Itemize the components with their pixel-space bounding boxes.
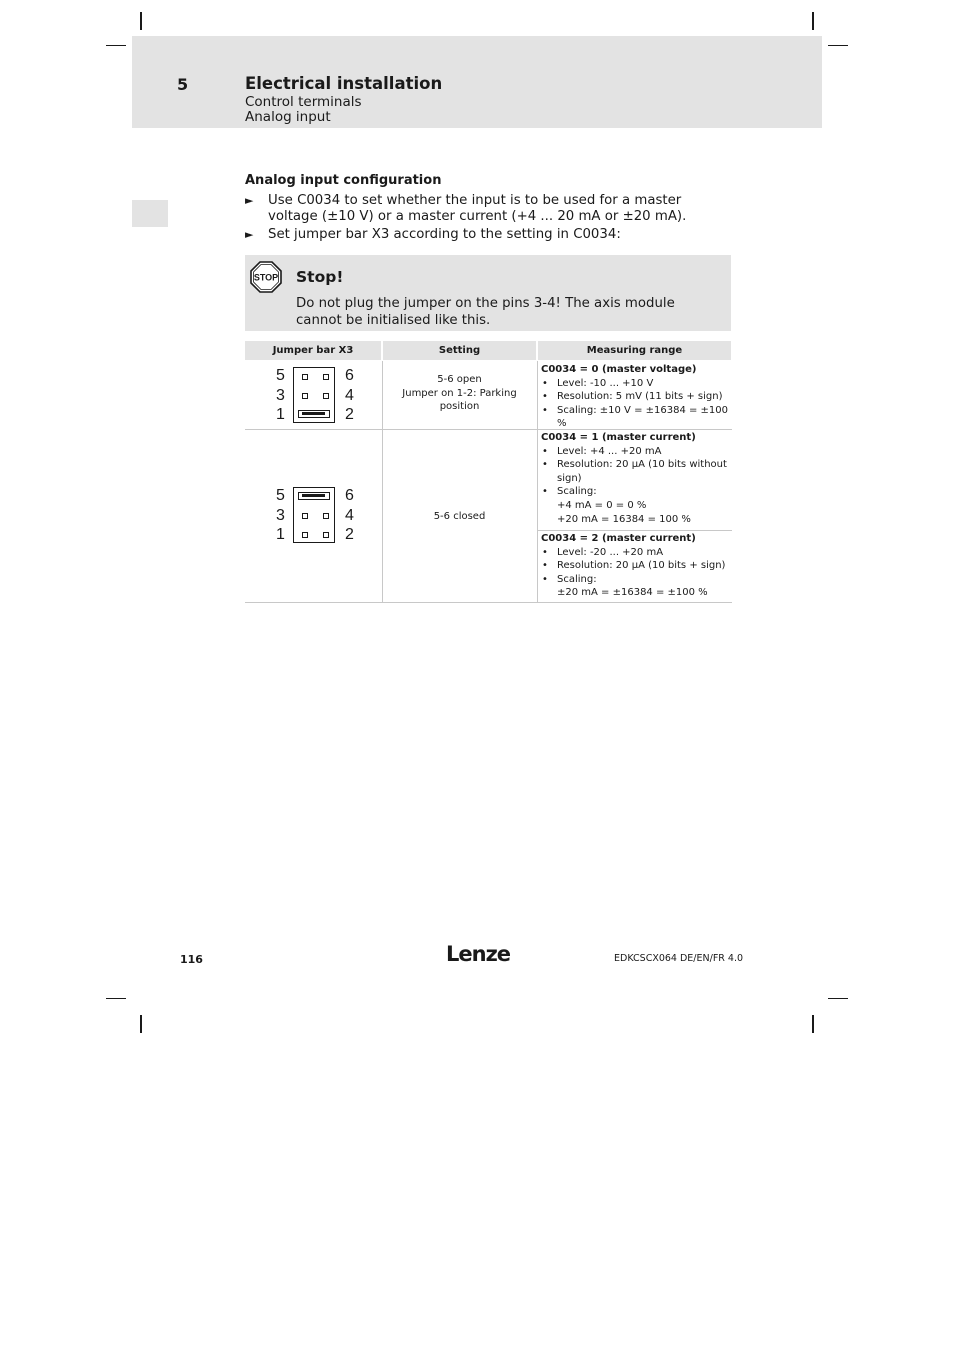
range-item: • Scaling: ±10 V = ±16384 = ±100 % — [541, 404, 731, 431]
stop-title: Stop! — [296, 268, 344, 286]
range-master-voltage — [541, 363, 731, 431]
setting-closed-cell: 5-6 closed — [433, 511, 486, 522]
header-band — [132, 36, 822, 128]
crop-mark — [106, 998, 126, 999]
subtitle-control-terminals: Control terminals — [245, 94, 362, 110]
crop-mark — [828, 998, 848, 999]
chapter-number: 5 — [177, 75, 189, 94]
pin-label: 3 — [276, 387, 285, 404]
pin-icon — [323, 532, 329, 538]
range-item-continuation: +20 mA = 16384 = 100 % — [557, 513, 691, 525]
range-item-continuation: ±20 mA = ±16384 = ±100 % — [557, 587, 708, 599]
arrow-bullet-icon: ► — [245, 228, 254, 241]
table-header-setting: Setting — [383, 341, 536, 360]
page-number: 116 — [180, 953, 203, 966]
pin-label: 4 — [345, 387, 354, 404]
pin-icon — [302, 374, 308, 380]
range-item-continuation: sign) — [557, 472, 582, 484]
pin-label: 6 — [345, 487, 354, 504]
jumper-icon — [298, 492, 330, 500]
range-heading: C0034 = 1 (master current) — [541, 432, 696, 443]
pin-label: 5 — [276, 367, 285, 384]
document-code: EDKCSCX064 DE/EN/FR 4.0 — [614, 953, 744, 964]
jumper-icon — [298, 410, 330, 418]
pin-label: 1 — [276, 406, 285, 423]
arrow-bullet-icon: ► — [245, 194, 254, 207]
bullet-text: Set jumper bar X3 according to the setting in C0034: — [268, 227, 621, 242]
range-item: • Level: +4 ... +20 mA — [541, 445, 731, 459]
crop-mark — [812, 1015, 814, 1033]
stop-text: Do not plug the jumper on the pins 3-4! The axis module cannot be initialised like this. — [296, 296, 675, 328]
lenze-logo: Lenze — [446, 942, 511, 966]
pin-icon — [323, 374, 329, 380]
setting-line: Jumper on 1-2: Parking — [402, 387, 517, 399]
setting-line: position — [439, 401, 480, 412]
pin-label: 4 — [345, 507, 354, 524]
range-item: • Level: -10 ... +10 V — [541, 377, 731, 391]
range-item: • Level: -20 ... +20 mA — [541, 546, 731, 560]
range-master-current-2 — [541, 532, 731, 600]
table-divider — [537, 361, 538, 602]
subtitle-analog-input: Analog input — [245, 109, 331, 125]
chapter-title: Electrical installation — [245, 74, 443, 93]
range-item: • Resolution: 5 mV (11 bits + sign) — [541, 390, 731, 404]
range-master-current-1 — [541, 431, 731, 526]
pin-label: 1 — [276, 526, 285, 543]
pin-label: 6 — [345, 367, 354, 384]
crop-mark — [140, 12, 142, 30]
crop-mark — [140, 1015, 142, 1033]
range-item: • Resolution: 20 µA (10 bits + sign) — [541, 559, 731, 573]
setting-open-cell — [384, 373, 535, 414]
pin-icon — [323, 393, 329, 399]
range-heading: C0034 = 0 (master voltage) — [541, 364, 697, 375]
range-item-continuation: +4 mA = 0 = 0 % — [557, 499, 647, 511]
setting-line: 5-6 open — [437, 374, 482, 385]
section-title: Analog input configuration — [245, 173, 442, 188]
table-divider — [538, 530, 732, 531]
table-divider — [245, 602, 732, 603]
crop-mark — [828, 45, 848, 46]
pin-icon — [302, 393, 308, 399]
crop-mark — [106, 45, 126, 46]
stop-sign-icon — [250, 261, 282, 293]
stop-icon-label: STOP — [253, 272, 279, 283]
pin-label: 3 — [276, 507, 285, 524]
crop-mark — [812, 12, 814, 30]
pin-icon — [302, 513, 308, 519]
pin-icon — [302, 532, 308, 538]
range-item: • Resolution: 20 µA (10 bits without — [541, 458, 731, 472]
table-header-range: Measuring range — [538, 341, 731, 360]
pin-icon — [323, 513, 329, 519]
range-item: • Scaling: — [541, 485, 731, 499]
pin-label: 2 — [345, 526, 354, 543]
bullet-text: Use C0034 to set whether the input is to be used for a master voltage (±10 V) or a master current (+4 ... 20 mA or ±20 mA). — [268, 193, 687, 224]
pin-label: 5 — [276, 487, 285, 504]
table-divider — [382, 361, 383, 602]
chapter-side-tab — [132, 200, 168, 227]
pin-label: 2 — [345, 406, 354, 423]
range-item: • Scaling: — [541, 573, 731, 587]
range-heading: C0034 = 2 (master current) — [541, 533, 696, 544]
table-header-jumper: Jumper bar X3 — [245, 341, 381, 360]
